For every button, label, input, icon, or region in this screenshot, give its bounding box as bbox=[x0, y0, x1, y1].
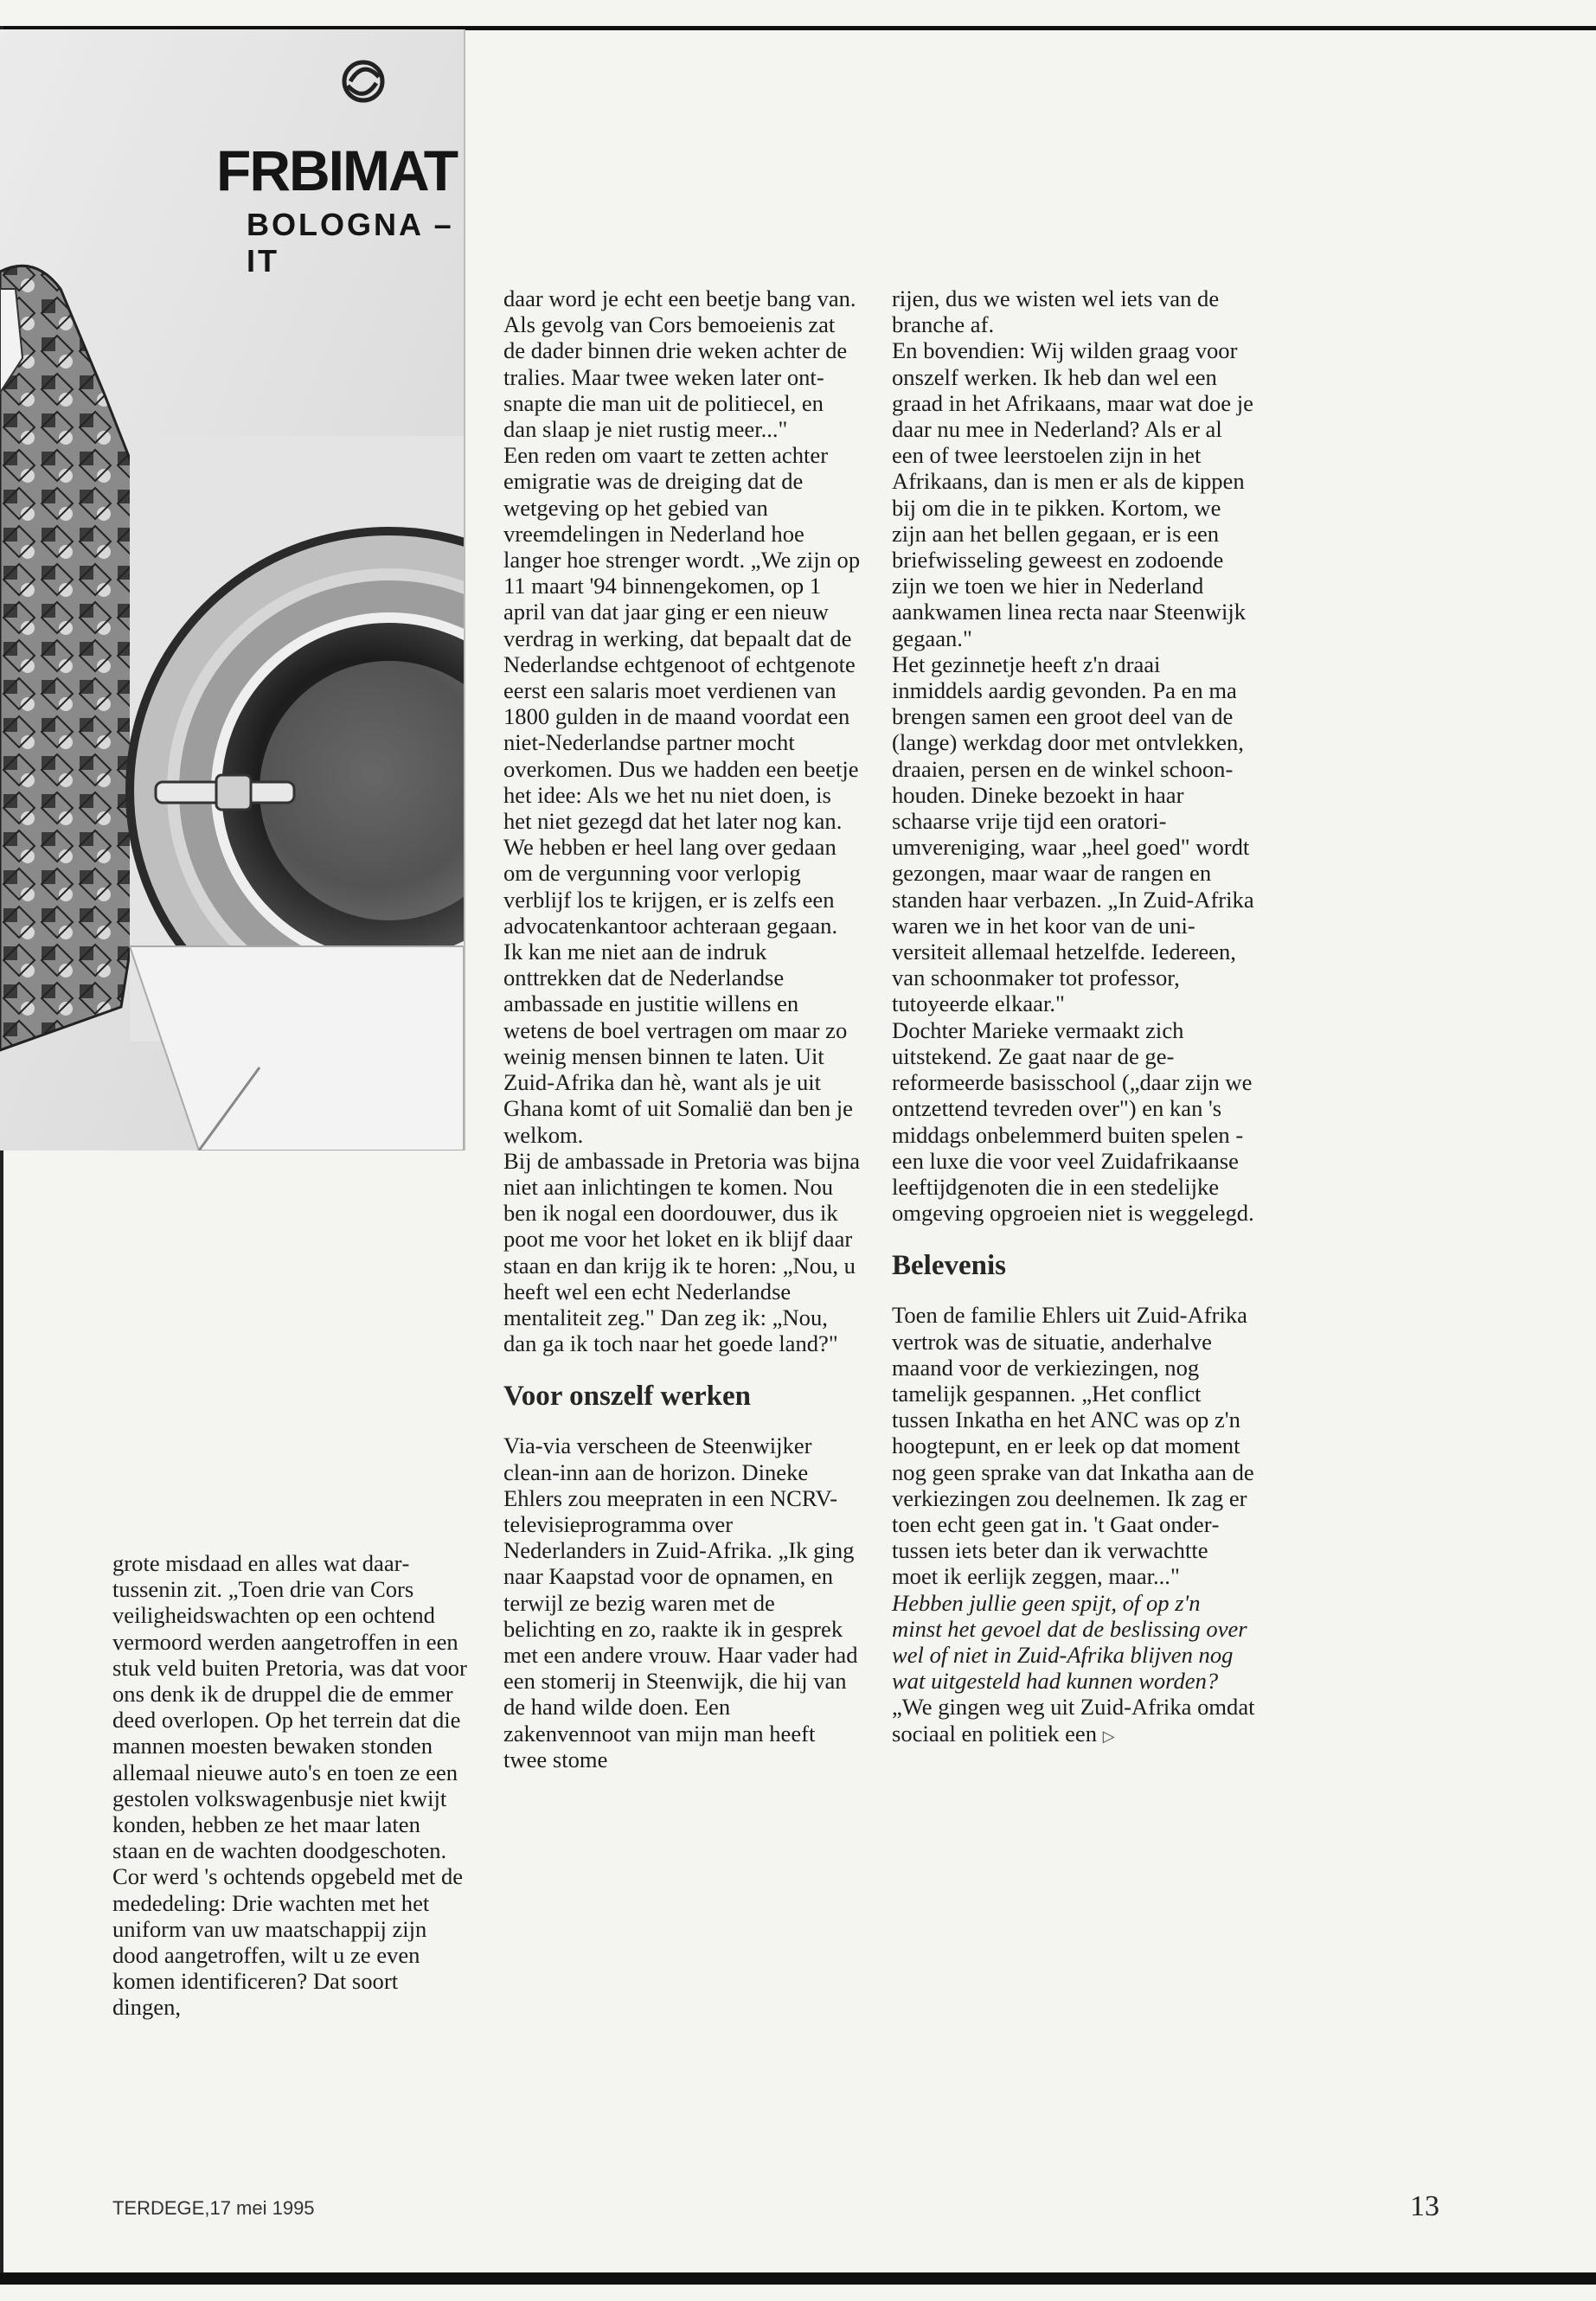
col3-paragraph-5: Toen de familie Ehlers uit Zuid-Afrika vertrok was de situatie, anderhalve maand voor de verkiezingen, nog tamelijk gespannen. „Het conflict tussen Inkatha en het ANC was op z'n hoogtepunt, en er leek op dat moment nog geen sprake van dat Inkatha aan de verkiezingen zou deelnemen. Ik zag er toen echt geen gat in. 't Gaat ondertussen iets beter dan ik verwachtte moet ik eerlijk zeggen, maar..." bbox=[892, 1302, 1254, 1590]
col2-paragraph-4: Via-via verscheen de Steenwijker clean-inn aan de horizon. Dineke Ehlers zou meepraten in een NCRV-televisieprogramma over Nederlanders in Zuid-Afrika. „Ik ging naar Kaapstad voor de opnamen, en terwijl ze bezig waren met de belichting en zo, raakte ik in gesprek met een andere vrouw. Haar vader had een stomerij in Steenwijk, die hij van de hand wilde doen. Een zakenvennoot van mijn man heeft twee stome bbox=[503, 1433, 858, 1772]
col2-paragraph-2: Een reden om vaart te zetten achter emigratie was de dreiging dat de wetgeving op het gebied van vreemdelingen in Nederland hoe langer hoe strenger wordt. „We zijn op 11 maart '94 binnengekomen, op 1 april van dat jaar ging er een nieuw verdrag in werking, dat bepaalt dat de Nederlandse echtgenoot of echtgenote eerst een salaris moet verdienen van 1800 gulden in de maand voordat een niet-Nederlandse partner mocht overkomen. Dus we hadden een beetje het idee: Als we het nu niet doen, is het niet gezegd dat het later nog kan. We hebben er heel lang over gedaan om de vergunning voor verlopig verblijf los te krijgen, er is zelfs een advocatenkantoor achteraan gegaan. Ik kan me niet aan de indruk onttrekken dat de Nederlandse ambassade en justitie willens en wetens de boel vertragen om maar zo weinig mensen binnen te laten. Uit Zuid-Afrika dan hè, want als je uit Ghana komt of uit Somalië dan ben je welkom. bbox=[503, 442, 861, 1148]
column-1 bbox=[112, 1550, 467, 2021]
continue-arrow-icon: ▷ bbox=[1102, 1727, 1115, 1745]
col3-paragraph-6-text: „We gingen weg uit Zuid-Afrika omdat sociaal en politiek een bbox=[892, 1694, 1255, 1747]
col2-paragraph-3: Bij de ambassade in Pretoria was bijna niet aan inlichtingen te komen. Nou ben ik nogal een doordouwer, dus ik poot me voor het loket en ik blijf daar staan en dan krijg ik te horen: „Nou, u heeft wel een echt Nederlandse mentaliteit zeg." Dan zeg ik: „Nou, dan ga ik toch naar het goede land?" bbox=[503, 1147, 861, 1357]
photo-logo-subtext: BOLOGNA – IT bbox=[247, 207, 454, 279]
col3-paragraph-3: Het gezinnetje heeft z'n draai inmiddels aardig gevonden. Pa en ma brengen samen een groot deel van de (lange) werkdag door met ontvlekken, draaien, persen en de winkel schoonhouden. Dineke bezoekt in haar schaarse vrije tijd een oratoriumvereniging, waar „heel goed" wordt gezongen, maar waar de rangen en standen haar verbazen. „In Zuid-Afrika waren we in het koor van de universiteit allemaal hetzelfde. Iedereen, van schoonmaker tot professor, tutoyeerde elkaar." bbox=[892, 651, 1254, 1017]
column-3 bbox=[892, 285, 1255, 1749]
col2-paragraph-1: daar word je echt een beetje bang van. Als gevolg van Cors bemoeienis zat de dader binnen drie weken achter de tralies. Maar twee weken later ontsnapte die man uit de politiecel, en dan slaap je niet rustig meer..." bbox=[503, 285, 856, 443]
photo-logo-text: FRBIMAT bbox=[216, 138, 458, 202]
footer-issue: TERDEGE,17 mei 1995 bbox=[112, 2197, 315, 2219]
col3-paragraph-4: Dochter Marieke vermaakt zich uitstekend. Ze gaat naar de gereformeerde basisschool („daar zijn we ontzettend tevreden over") en kan 's middags onbelemmerd buiten spelen -een luxe die voor veel Zuidafrikaanse leeftijdgenoten die in een stedelijke omgeving opgroeien niet is weggelegd. bbox=[892, 1016, 1254, 1227]
col1-paragraph-2: Cor werd 's ochtends opgebeld met de mededeling: Drie wachten met het uniform van uw maatschappij zijn dood aangetroffen, wilt u ze even komen identificeren? Dat soort dingen, bbox=[112, 1863, 464, 2021]
page-number: 13 bbox=[1410, 2190, 1439, 2222]
col3-paragraph-2: En bovendien: Wij wilden graag voor onszelf werken. Ik heb dan wel een graad in het Afrikaans, maar wat doe je daar nu mee in Nederland? Als er al een of twee leerstoelen zijn in het Afrikaans, dan is men er als de kippen bij om die in te pikken. Kortom, we zijn aan het bellen gegaan, er is een briefwisseling geweest en zodoende zijn we toen we hier in Nederland aankwamen linea recta naar Steenwijk gegaan." bbox=[892, 337, 1253, 651]
bottom-rule bbox=[0, 2272, 1596, 2285]
subheading-belevenis: Belevenis bbox=[892, 1250, 1006, 1282]
article-photo bbox=[0, 29, 465, 1150]
column-2 bbox=[503, 285, 861, 1772]
col1-paragraph-1: grote misdaad en alles wat daartussenin zit. „Toen drie van Cors veiligheidswachten op een ochtend vermoord werden aangetroffen in een stuk veld buiten Pretoria, was dat voor ons denk ik de druppel die de emmer deed overlopen. Op het terrein dat die mannen moesten bewaken stonden allemaal nieuwe auto's en toen ze een gestolen volkswagenbusje niet kwijt konden, hebben ze het maar laten staan en de wachten doodgeschoten. bbox=[112, 1550, 467, 1864]
interview-question: Hebben jullie geen spijt, of op z'n minst het gevoel dat de beslissing over wel of niet in Zuid-Afrika blijven nog wat uitgesteld had kunnen worden? bbox=[892, 1589, 1247, 1695]
col3-paragraph-6 bbox=[892, 1694, 1255, 1748]
col3-paragraph-1: rijen, dus we wisten wel iets van de branche af. bbox=[892, 285, 1220, 338]
subheading-voor-onszelf-werken: Voor onszelf werken bbox=[503, 1381, 751, 1413]
